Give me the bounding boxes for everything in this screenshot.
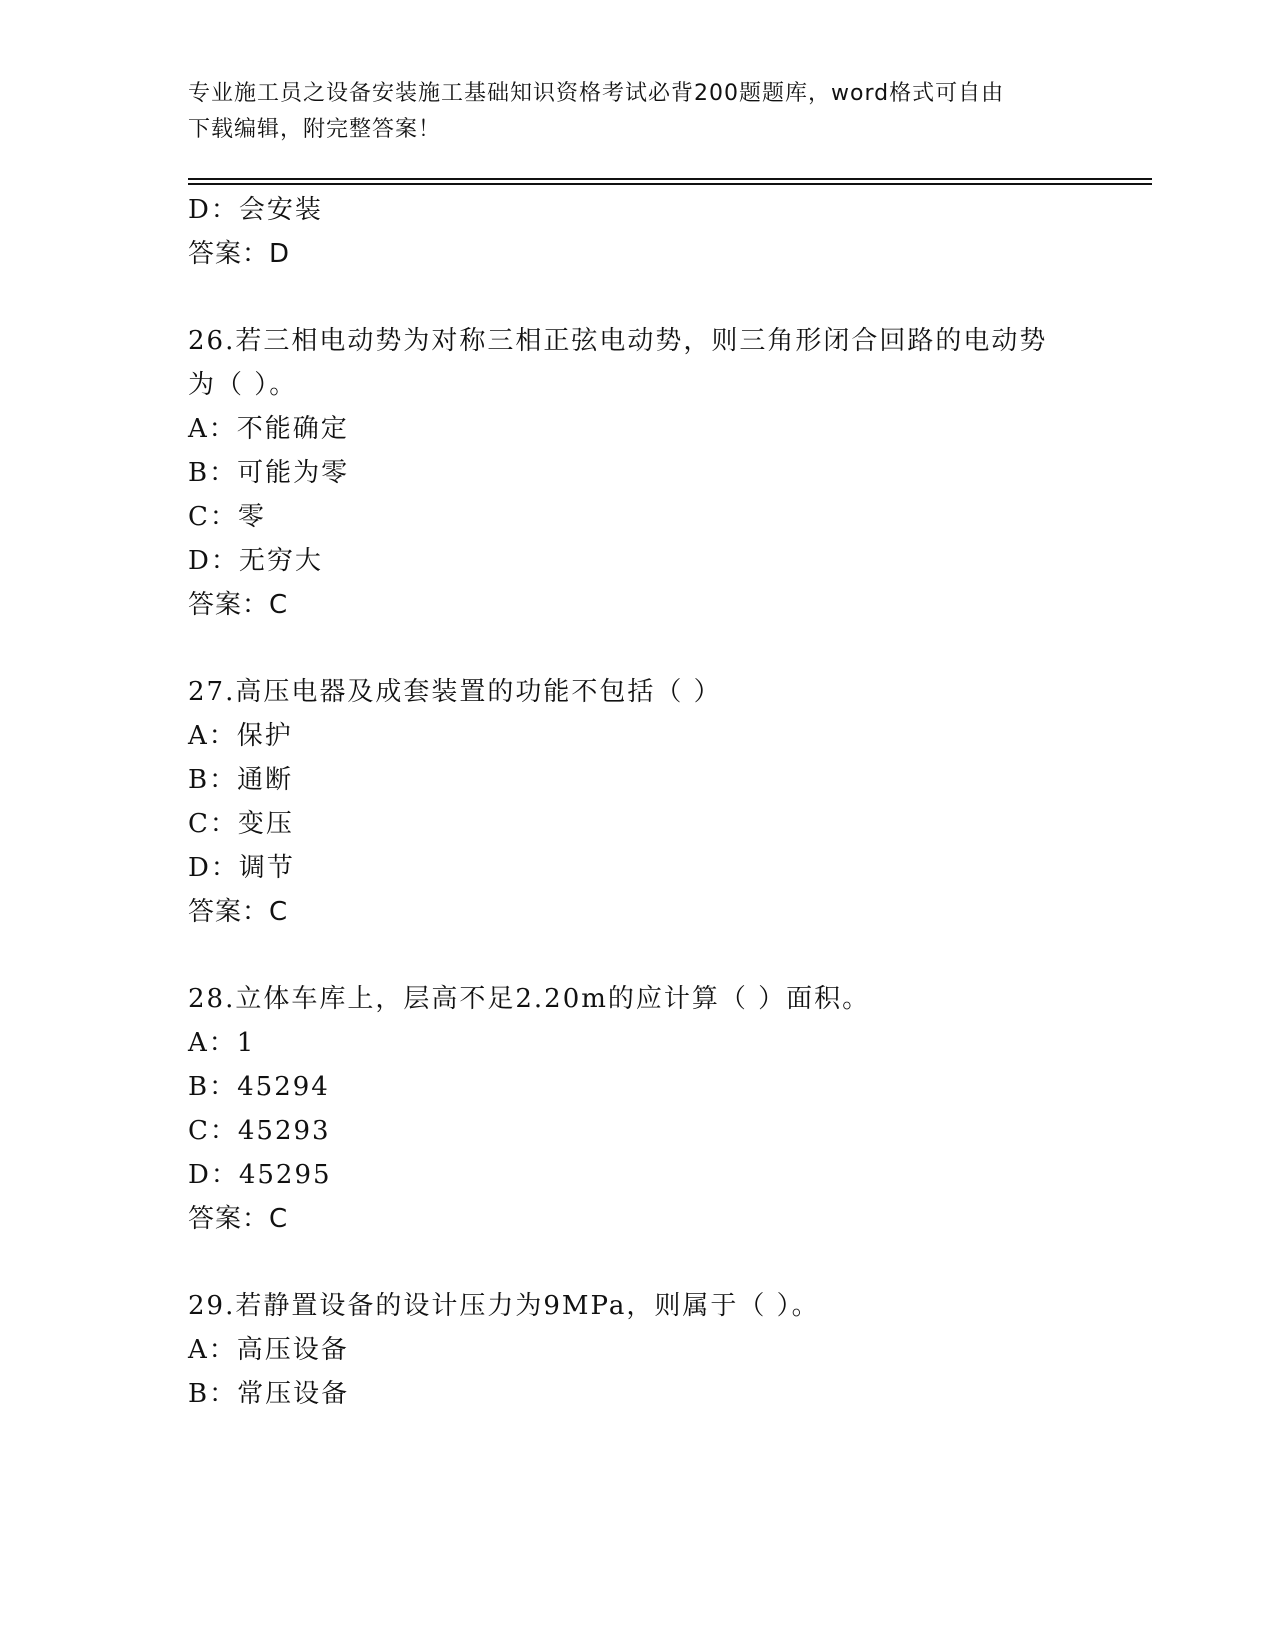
q26-stem-line-2: 为（ ）。: [188, 370, 298, 400]
header-line-2: 下载编辑，附完整答案！: [188, 117, 442, 142]
q26-option-b: B：可能为零: [188, 458, 350, 488]
q29-stem: 29.若静置设备的设计压力为9MPa，则属于（ ）。: [188, 1291, 820, 1321]
q26-option-d: D：无穷大: [188, 546, 323, 576]
q28-answer: 答案：C: [188, 1204, 289, 1234]
q28-option-d: D：45295: [188, 1160, 332, 1190]
prev-answer: 答案：D: [188, 239, 291, 269]
q27-option-d: D：调节: [188, 853, 295, 883]
header-divider-top: [188, 178, 1152, 180]
q26-option-a: A：不能确定: [188, 414, 349, 444]
q27-stem: 27.高压电器及成套装置的功能不包括（ ）: [188, 677, 722, 707]
q26-stem-line-1: 26.若三相电动势为对称三相正弦电动势，则三角形闭合回路的电动势: [188, 326, 1048, 356]
header-divider-bottom: [188, 183, 1152, 185]
q28-option-b: B：45294: [188, 1072, 330, 1102]
q27-option-a: A：保护: [188, 721, 293, 751]
q29-option-a: A：高压设备: [188, 1335, 349, 1365]
q29-option-b: B：常压设备: [188, 1379, 350, 1409]
document-header: [188, 76, 1068, 148]
prev-option-d: D：会安装: [188, 195, 323, 225]
q27-answer: 答案：C: [188, 897, 289, 927]
q26-option-c: C：零: [188, 502, 266, 532]
header-line-1: 专业施工员之设备安装施工基础知识资格考试必背200题题库，word格式可自由: [188, 81, 1005, 106]
q27-option-c: C：变压: [188, 809, 294, 839]
q26-answer: 答案：C: [188, 590, 289, 620]
q28-stem: 28.立体车库上，层高不足2.20m的应计算（ ）面积。: [188, 984, 871, 1014]
q28-option-c: C：45293: [188, 1116, 331, 1146]
q27-option-b: B：通断: [188, 765, 294, 795]
q28-option-a: A：1: [188, 1028, 256, 1058]
